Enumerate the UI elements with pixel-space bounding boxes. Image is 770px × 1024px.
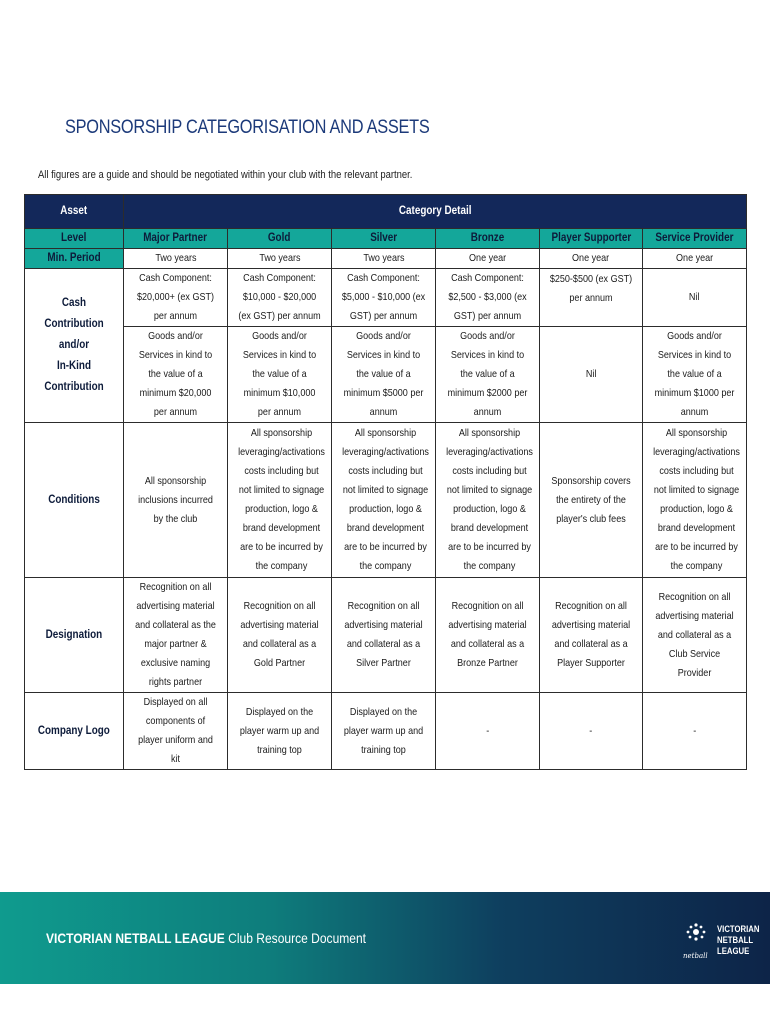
table-cell: Goods and/or Services in kind to the value of a minimum $1000 per annum	[643, 327, 747, 423]
company-logo-row	[25, 693, 747, 770]
table-cell: Goods and/or Services in kind to the value of a minimum $20,000 per annum	[124, 327, 228, 423]
level-major-partner: Major Partner	[124, 229, 228, 249]
table-cell: All sponsorship leveraging/activations costs including but not limited to signage production, logo & brand development are to be incurred by the company	[436, 423, 540, 578]
level-gold: Gold	[228, 229, 332, 249]
table-cell: Recognition on all advertising material and collateral as a Gold Partner	[228, 578, 332, 693]
logo-script-text: netball	[683, 952, 708, 960]
inkind-row	[25, 327, 747, 423]
footer-banner	[0, 892, 770, 984]
table-cell: -	[643, 693, 747, 770]
level-silver: Silver	[332, 229, 436, 249]
sponsorship-table	[24, 194, 747, 770]
designation-row	[25, 578, 747, 693]
table-cell: One year	[643, 249, 747, 269]
table-header-row	[25, 195, 747, 229]
period-label: Min. Period	[25, 249, 124, 269]
table-cell: Displayed on the player warm up and training top	[332, 693, 436, 770]
cash-contribution-label: Cash Contribution and/or In-Kind Contribution	[25, 269, 124, 423]
period-row	[25, 249, 747, 269]
designation-label: Designation	[25, 578, 124, 693]
table-cell: All sponsorship leveraging/activations costs including but not limited to signage production, logo & brand development are to be incurred by the company	[228, 423, 332, 578]
level-label: Level	[25, 229, 124, 249]
level-row	[25, 229, 747, 249]
table-cell: Goods and/or Services in kind to the value of a minimum $5000 per annum	[332, 327, 436, 423]
table-cell: Two years	[332, 249, 436, 269]
table-cell: One year	[436, 249, 540, 269]
conditions-label: Conditions	[25, 423, 124, 578]
page-subtitle: All figures are a guide and should be negotiated within your club with the relevant partner.	[38, 169, 413, 181]
table-cell: Goods and/or Services in kind to the value of a minimum $10,000 per annum	[228, 327, 332, 423]
table-cell: All sponsorship leveraging/activations costs including but not limited to signage production, logo & brand development are to be incurred by the company	[332, 423, 436, 578]
level-bronze: Bronze	[436, 229, 540, 249]
page-title: SPONSORSHIP CATEGORISATION AND ASSETS	[65, 117, 430, 138]
table-cell: Sponsorship covers the entirety of the player's club fees	[540, 423, 643, 578]
table-cell: Cash Component: $20,000+ (ex GST) per annum	[124, 269, 228, 327]
table-cell: $250-$500 (ex GST) per annum	[540, 269, 643, 327]
cash-row	[25, 269, 747, 327]
table-cell: Recognition on all advertising material and collateral as a Silver Partner	[332, 578, 436, 693]
table-cell: Two years	[228, 249, 332, 269]
table-cell: Nil	[540, 327, 643, 423]
level-player-supporter: Player Supporter	[540, 229, 643, 249]
netball-star-icon	[683, 920, 709, 960]
table-cell: Cash Component: $10,000 - $20,000 (ex GST) per annum	[228, 269, 332, 327]
category-header: Category Detail	[124, 195, 747, 229]
table-cell: Displayed on the player warm up and training top	[228, 693, 332, 770]
footer-brand: VICTORIAN NETBALL LEAGUE	[46, 930, 225, 946]
table-cell: Recognition on all advertising material and collateral as a Club Service Provider	[643, 578, 747, 693]
table-cell: All sponsorship inclusions incurred by the club	[124, 423, 228, 578]
level-service-provider: Service Provider	[643, 229, 747, 249]
table-cell: -	[436, 693, 540, 770]
asset-header: Asset	[25, 195, 124, 229]
table-cell: Recognition on all advertising material and collateral as a Player Supporter	[540, 578, 643, 693]
table-cell: All sponsorship leveraging/activations costs including but not limited to signage production, logo & brand development are to be incurred by the company	[643, 423, 747, 578]
vnl-logo	[683, 918, 760, 962]
table-cell: Goods and/or Services in kind to the value of a minimum $2000 per annum	[436, 327, 540, 423]
table-cell: One year	[540, 249, 643, 269]
table-cell: -	[540, 693, 643, 770]
table-cell: Two years	[124, 249, 228, 269]
table-cell: Cash Component: $5,000 - $10,000 (ex GST) per annum	[332, 269, 436, 327]
table-cell: Recognition on all advertising material and collateral as the major partner & exclusive naming rights partner	[124, 578, 228, 693]
footer-doc-label: Club Resource Document	[228, 930, 367, 946]
company-logo-label: Company Logo	[25, 693, 124, 770]
conditions-row	[25, 423, 747, 578]
table-cell: Nil	[643, 269, 747, 327]
table-cell: Cash Component: $2,500 - $3,000 (ex GST) per annum	[436, 269, 540, 327]
footer-title	[46, 930, 366, 946]
table-cell: Recognition on all advertising material and collateral as a Bronze Partner	[436, 578, 540, 693]
logo-wordmark: VICTORIAN NETBALL LEAGUE	[717, 923, 760, 956]
table-cell: Displayed on all components of player uniform and kit	[124, 693, 228, 770]
